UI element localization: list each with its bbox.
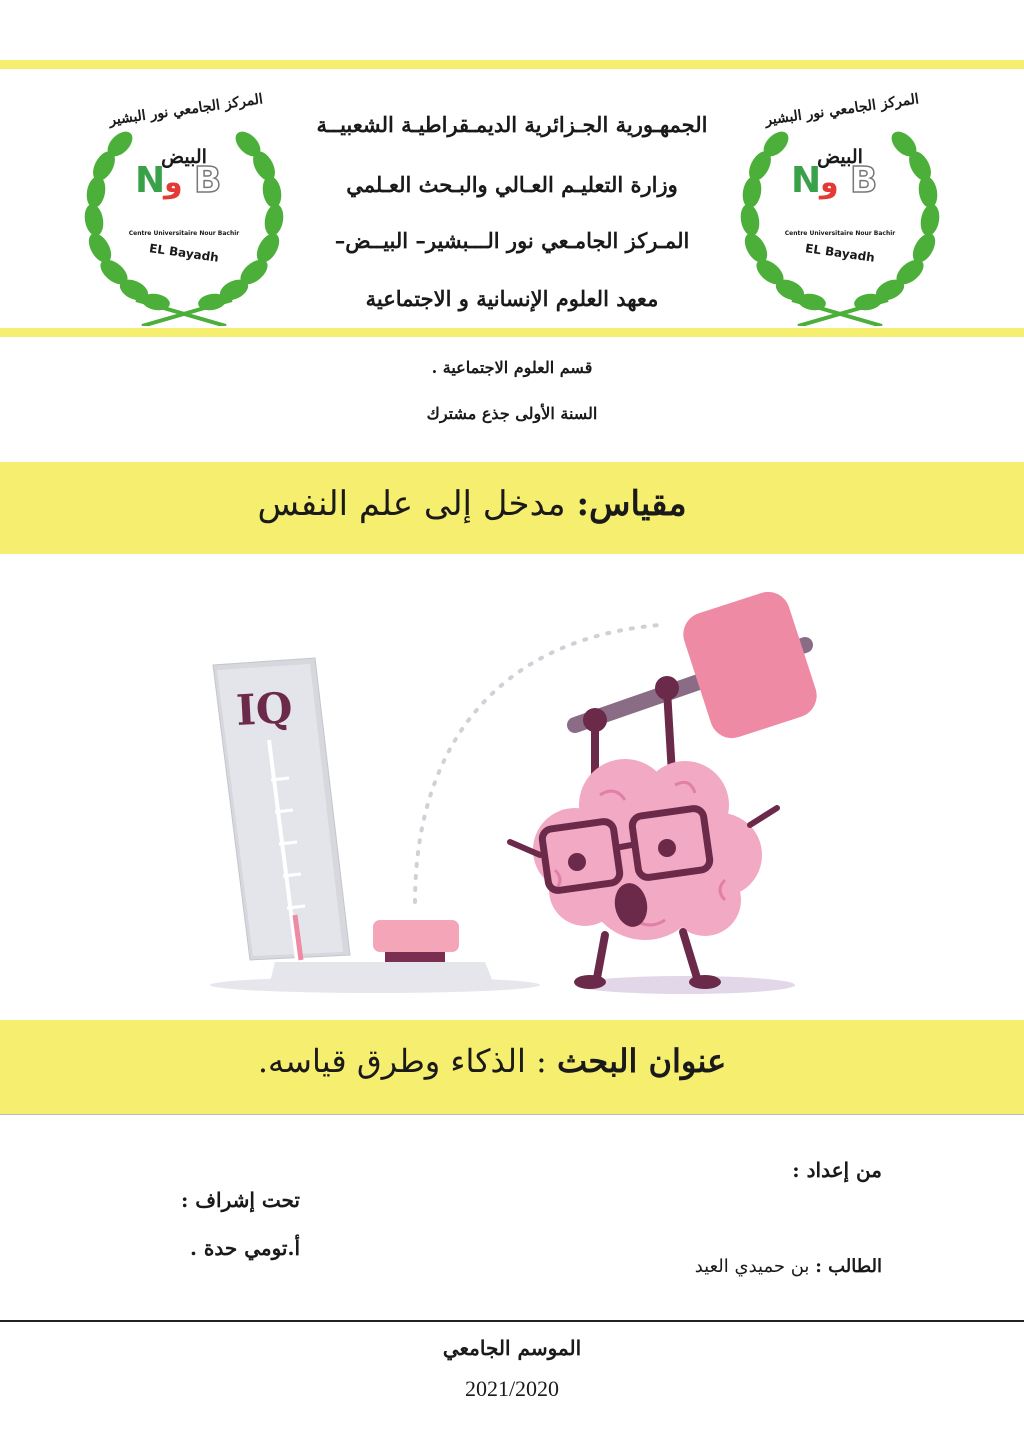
- subject-value: مدخل إلى علم النفس: [257, 484, 566, 524]
- logo-city-fr: EL Bayadh: [148, 241, 220, 265]
- research-value: : الذكاء وطرق قياسه.: [257, 1042, 547, 1080]
- svg-text:N: N: [135, 160, 166, 201]
- wreath-logo-icon: [76, 100, 292, 326]
- svg-text:و: و: [820, 165, 839, 200]
- logo-city-ar: البيض: [817, 146, 863, 168]
- footer-rule: [0, 1320, 1024, 1322]
- logo-subtitle: Centre Universitaire Nour Bachir: [784, 230, 896, 237]
- academic-year: 2021/2020: [464, 1376, 560, 1401]
- student-name: بن حميدي العيد: [694, 1256, 810, 1277]
- academic-year-level: السنة الأولى جذع مشترك: [426, 404, 598, 423]
- research-title: [220, 1042, 764, 1080]
- svg-text:IQ: IQ: [234, 683, 294, 735]
- svg-text:B: B: [194, 160, 222, 201]
- ministry-title: وزارة التعليـم العـالي والبـحث العـلمي: [346, 172, 678, 197]
- logo-subtitle: Centre Universitaire Nour Bachir: [128, 230, 240, 237]
- supervisor-name: أ.تومي حدة .: [189, 1236, 300, 1260]
- research-label: عنوان البحث: [557, 1042, 727, 1080]
- iq-brain-illustration: [205, 580, 825, 1000]
- logo-arc-text: المركز الجامعي نور البشير: [108, 91, 264, 129]
- student-line: [560, 1256, 882, 1277]
- research-band-border: [0, 1114, 1024, 1115]
- university-logo-right: [732, 91, 948, 326]
- svg-text:N: N: [791, 160, 822, 201]
- header-bottom-rule: [0, 328, 1024, 337]
- wreath-logo-icon: [732, 100, 948, 326]
- university-logo-left: [76, 91, 292, 326]
- svg-text:B: B: [850, 160, 878, 201]
- logo-arc-text: المركز الجامعي نور البشير: [764, 91, 920, 129]
- svg-text:و: و: [164, 165, 183, 200]
- logo-city-fr: EL Bayadh: [804, 241, 876, 265]
- institute-title: معهد العلوم الإنسانية و الاجتماعية: [365, 286, 659, 311]
- academic-season-label: الموسم الجامعي: [442, 1336, 582, 1360]
- republic-title: الجمهـورية الجـزائرية الديمـقراطيـة الشعبيــة: [316, 112, 708, 137]
- top-rule: [0, 60, 1024, 69]
- prepared-by-label: من إعداد :: [792, 1158, 882, 1182]
- subject-label: مقياس:: [576, 484, 687, 524]
- department-name: قسم العلوم الاجتماعية .: [431, 358, 593, 377]
- subject-title: [200, 484, 744, 524]
- student-label: الطالب :: [815, 1256, 882, 1277]
- logo-city-ar: البيض: [161, 146, 207, 168]
- supervision-label: تحت إشراف :: [180, 1188, 300, 1212]
- iq-gauge-brain-icon: [205, 580, 825, 1000]
- university-center-title: المـركز الجامـعي نور الـــبشير– البيــض–: [334, 228, 690, 253]
